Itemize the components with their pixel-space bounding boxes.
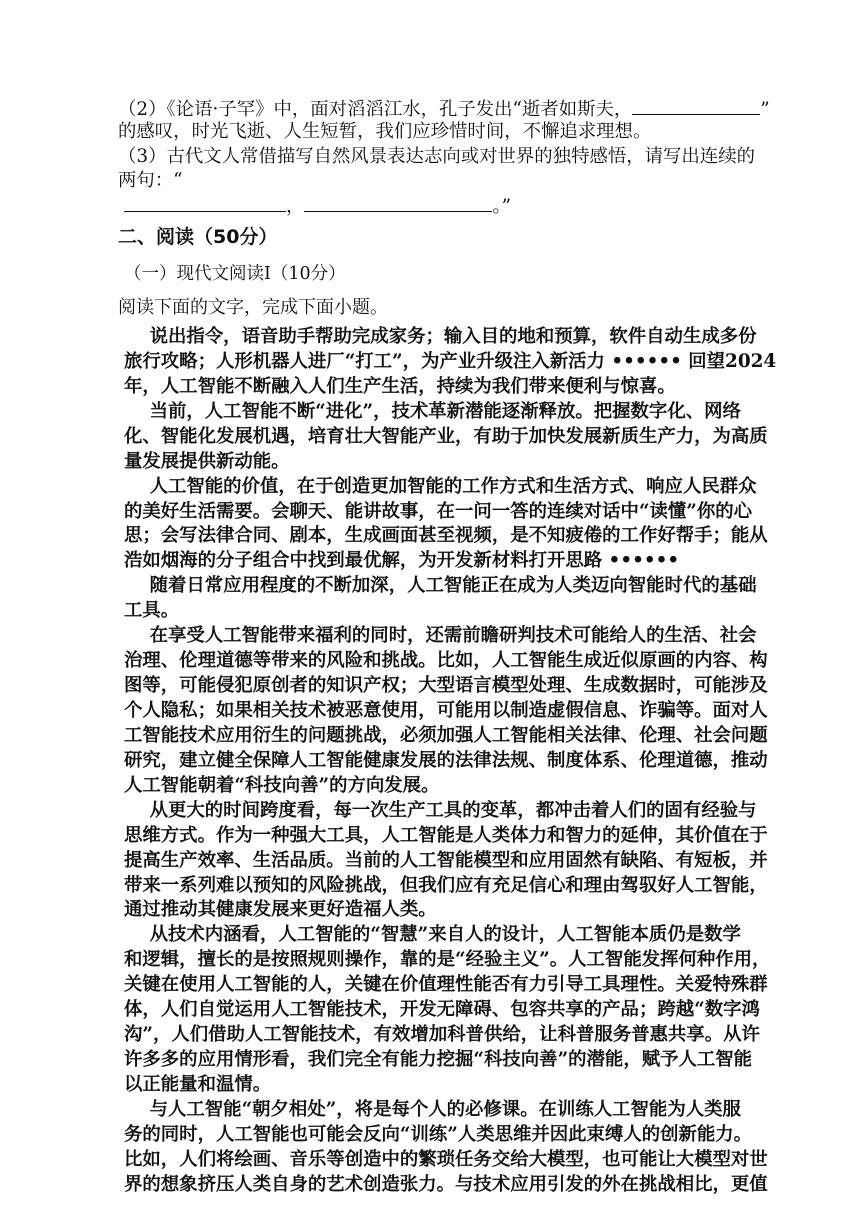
passage-line: 以正能量和温情。 bbox=[124, 1073, 272, 1095]
passage-line: 关键在使用人工智能的人，关键在价值理性能否有力引导工具理性。关爱特殊群 bbox=[124, 974, 768, 996]
passage-line: 沟”，人们借助人工智能技术，有效增加科普供给，让科普服务普惠共享。从许 bbox=[124, 1024, 760, 1045]
passage-line: 通过推动其健康发展来更好造福人类。 bbox=[124, 899, 437, 921]
passage-line: 提高生产效率、生活品质。当前的人工智能模型和应用固然有缺陷、有短板，并 bbox=[124, 849, 768, 871]
question-2-line-2: 的感叹，时光飞逝、人生短暂，我们应珍惜时间，不懈追求理想。 bbox=[118, 121, 652, 142]
question-3-line-2: 两句：“ bbox=[118, 170, 183, 191]
passage-line: 务的同时，人工智能也可能会反向“训练”人类思维并因此束缚人的创新能力。 bbox=[124, 1123, 753, 1145]
passage-line: 从更大的时间跨度看，每一次生产工具的变革，都冲击着人们的固有经验与 bbox=[124, 799, 757, 821]
passage-line: 许多多的应用情形看，我们完全有能力挖掘“科技向善”的潜能，赋予人工智能 bbox=[124, 1049, 753, 1070]
question-3-line-1: （3）古代文人常借描写自然风景表达志向或对世界的独特感悟，请写出连续的 bbox=[118, 146, 755, 167]
answer-blank[interactable] bbox=[124, 193, 286, 212]
passage-line: 与人工智能“朝夕相处”，将是每个人的必修课。在训练人工智能为人类服 bbox=[124, 1098, 741, 1120]
passage-line: 化、智能化发展机遇，培育壮大智能产业，有助于加快发展新质生产力，为高质 bbox=[124, 425, 768, 447]
question-2-line-1 bbox=[118, 96, 818, 122]
comma: ， bbox=[286, 196, 305, 217]
passage-line: 带来一系列难以预知的风险挑战，但我们应有充足信心和理由驾驭好人工智能， bbox=[124, 874, 768, 896]
passage-line: 和逻辑，擅长的是按照规则操作，靠的是“经验主义”。人工智能发挥何种作用， bbox=[124, 949, 771, 971]
passage-line: 研究，建立健全保障人工智能健康发展的法律法规、制度体系、伦理道德，推动 bbox=[124, 749, 768, 771]
passage-line: 旅行攻略；人形机器人进厂“打工”，为产业升级注入新活力 •••••• 回望2024 bbox=[124, 350, 777, 372]
passage-line: 体，人们自觉运用人工智能技术，开发无障碍、包容共享的产品；跨越“数字鸿 bbox=[124, 999, 760, 1021]
passage-line: 浩如烟海的分子组合中找到最优解，为开发新材料打开思路 •••••• bbox=[124, 550, 680, 572]
passage-line: 思；会写法律合同、剧本，生成画面甚至视频，是不知疲倦的工作好帮手；能从 bbox=[124, 525, 768, 547]
answer-blank[interactable] bbox=[304, 193, 492, 212]
closing-quote: 。” bbox=[492, 196, 511, 217]
passage-line: 说出指令，语音助手帮助完成家务；输入目的地和预算，软件自动生成多份 bbox=[124, 326, 757, 347]
closing-quote: ” bbox=[760, 99, 770, 120]
passage-line: 的美好生活需要。会聊天、能讲故事，在一问一答的连续对话中“读懂”你的心 bbox=[124, 500, 753, 522]
passage-line: 思维方式。作为一种强大工具，人工智能是人类体力和智力的延伸，其价值在于 bbox=[124, 824, 768, 846]
section-subtitle: （一）现代文阅读Ⅰ（10分） bbox=[124, 264, 346, 284]
passage-line: 随着日常应用程度的不断加深，人工智能正在成为人类迈向智能时代的基础 bbox=[124, 575, 757, 597]
passage-line: 个人隐私；如果相关技术被恶意使用，可能用以制造虚假信息、诈骗等。面对人 bbox=[124, 700, 768, 721]
question-2-text: （2）《论语·子罕》中，面对滔滔江水，孔子发出“逝者如斯夫， bbox=[118, 99, 633, 120]
passage-line: 年，人工智能不断融入人们生产生活，持续为我们带来便利与惊喜。 bbox=[124, 375, 676, 397]
passage-line: 图等，可能侵犯原创者的知识产权；大型语言模型处理、生成数据时，可能涉及 bbox=[124, 675, 768, 696]
passage-line: 工智能技术应用衍生的问题挑战，必须加强人工智能相关法律、伦理、社会问题 bbox=[124, 724, 768, 746]
instruction: 阅读下面的文字，完成下面小题。 bbox=[118, 297, 388, 318]
passage-line: 人工智能朝着“科技向善”的方向发展。 bbox=[124, 774, 440, 796]
passage-line: 量发展提供新动能。 bbox=[124, 450, 290, 472]
answer-blank[interactable] bbox=[632, 96, 760, 115]
passage-line: 人工智能的价值，在于创造更加智能的工作方式和生活方式、响应人民群众 bbox=[124, 475, 757, 497]
passage-line: 比如，人们将绘画、音乐等创造中的繁琐任务交给大模型，也可能让大模型对世 bbox=[124, 1148, 768, 1170]
passage-line: 工具。 bbox=[124, 600, 180, 622]
section-title: 二、阅读（50分） bbox=[118, 226, 278, 248]
passage-line: 从技术内涵看，人工智能的“智慧”来自人的设计，人工智能本质仍是数学 bbox=[124, 924, 741, 946]
passage-line: 治理、伦理道德等带来的风险和挑战。比如，人工智能生成近似原画的内容、构 bbox=[124, 650, 768, 672]
passage-line: 在享受人工智能带来福利的同时，还需前瞻研判技术可能给人的生活、社会 bbox=[124, 625, 757, 647]
passage-line: 界的想象挤压人类自身的艺术创造张力。与技术应用引发的外在挑战相比，更值 bbox=[124, 1173, 768, 1195]
question-3-line-3 bbox=[124, 193, 824, 219]
passage-line: 当前，人工智能不断“进化”，技术革新潜能逐渐释放。把握数字化、网络 bbox=[124, 400, 741, 422]
